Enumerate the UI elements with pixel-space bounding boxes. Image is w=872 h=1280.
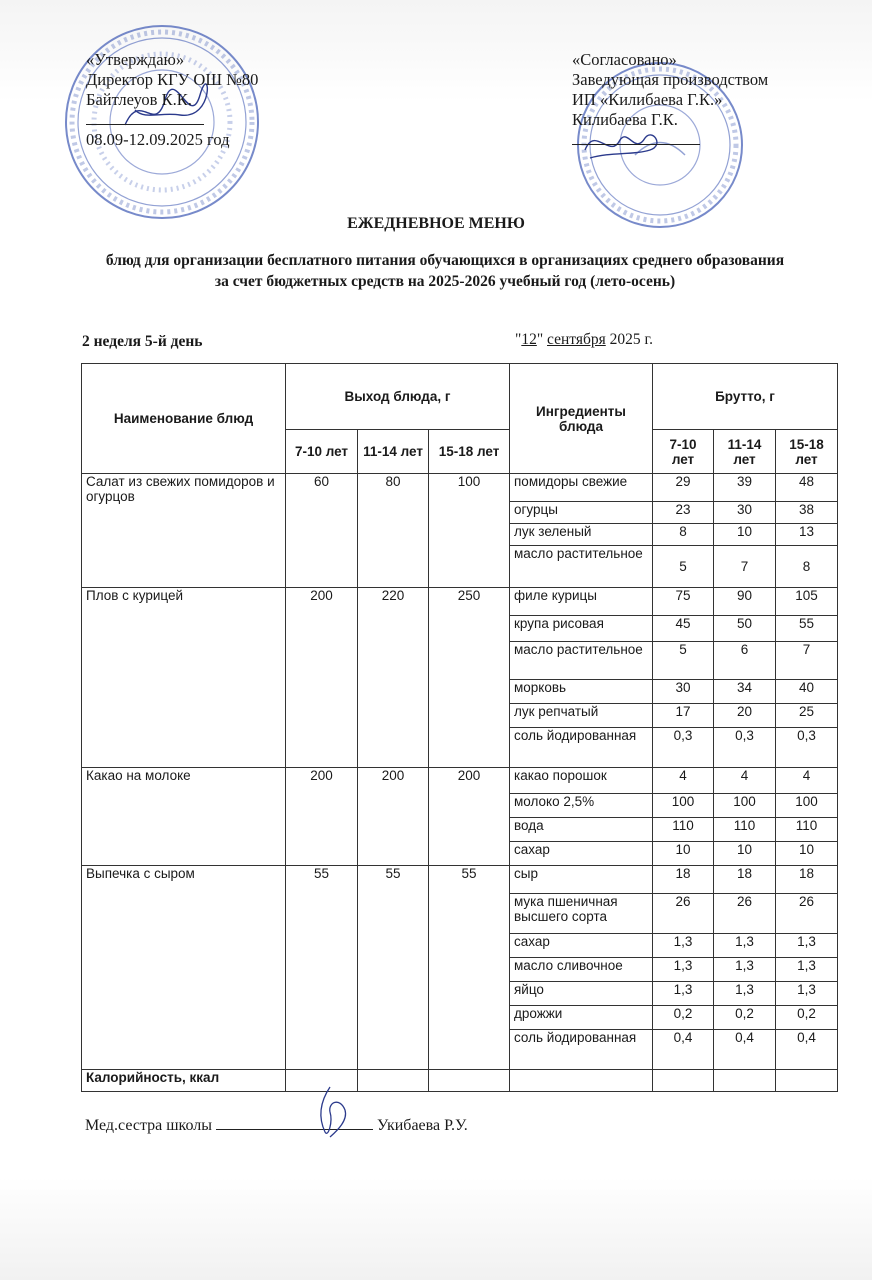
gross-15-18: 7 [776,642,838,680]
week-day-label: 2 неделя 5-й день [82,333,203,350]
ingredient-name: вода [510,818,653,842]
gross-15-18: 38 [776,502,838,524]
gross-15-18: 26 [776,894,838,934]
manager-name: Килибаева Г.К. [572,110,678,129]
agreement-signature-line [572,130,700,145]
calorie-cell [429,1070,510,1092]
nurse-signature-block [85,1115,468,1135]
gross-11-14: 30 [714,502,776,524]
gross-7-10: 5 [653,642,714,680]
date-day: 12 [521,331,537,348]
header-gross-age-15-18: 15-18 лет [776,430,838,474]
dish-output-7-10: 60 [286,474,358,588]
ingredient-name: сахар [510,934,653,958]
ingredient-name: масло растительное [510,642,653,680]
date-month: сентября [547,331,606,348]
ingredient-name: мука пшеничная высшего сорта [510,894,653,934]
gross-15-18: 0,4 [776,1030,838,1070]
header-output-age-11-14: 11-14 лет [358,430,429,474]
gross-15-18: 1,3 [776,982,838,1006]
gross-15-18: 1,3 [776,934,838,958]
calorie-cell [714,1070,776,1092]
gross-7-10: 23 [653,502,714,524]
gross-15-18: 1,3 [776,958,838,982]
director-title: Директор КГУ ОШ №80 [86,70,259,89]
gross-15-18: 4 [776,768,838,794]
ingredient-name: соль йодированная [510,728,653,768]
gross-7-10: 18 [653,866,714,894]
dish-name: Плов с курицей [82,588,286,768]
gross-15-18: 110 [776,818,838,842]
calorie-cell [358,1070,429,1092]
dish-output-11-14: 220 [358,588,429,768]
ingredient-name: яйцо [510,982,653,1006]
dish-name: Какао на молоке [82,768,286,866]
gross-11-14: 1,3 [714,958,776,982]
gross-11-14: 10 [714,524,776,546]
calorie-cell [776,1070,838,1092]
gross-15-18: 25 [776,704,838,728]
gross-11-14: 7 [714,546,776,588]
gross-7-10: 100 [653,794,714,818]
dish-output-15-18: 100 [429,474,510,588]
gross-15-18: 48 [776,474,838,502]
dish-output-11-14: 200 [358,768,429,866]
gross-15-18: 100 [776,794,838,818]
ingredient-name: лук зеленый [510,524,653,546]
gross-7-10: 0,4 [653,1030,714,1070]
menu-table [81,363,838,1092]
approval-block [86,50,258,150]
gross-11-14: 0,4 [714,1030,776,1070]
nurse-name: Укибаева Р.У. [377,1117,468,1134]
gross-11-14: 90 [714,588,776,616]
dish-name: Выпечка с сыром [82,866,286,1070]
ingredient-name: филе курицы [510,588,653,616]
gross-7-10: 30 [653,680,714,704]
agreement-block [572,50,768,150]
gross-7-10: 26 [653,894,714,934]
gross-11-14: 0,2 [714,1006,776,1030]
gross-11-14: 18 [714,866,776,894]
ingredient-name: сахар [510,842,653,866]
calorie-row [82,1070,838,1092]
gross-11-14: 1,3 [714,982,776,1006]
gross-11-14: 100 [714,794,776,818]
gross-7-10: 29 [653,474,714,502]
table-row [82,474,838,502]
gross-15-18: 0,3 [776,728,838,768]
ingredient-name: масло растительное [510,546,653,588]
gross-15-18: 18 [776,866,838,894]
header-gross-age-7-10: 7-10 лет [653,430,714,474]
gross-11-14: 110 [714,818,776,842]
header-output-age-7-10: 7-10 лет [286,430,358,474]
calorie-cell [653,1070,714,1092]
gross-7-10: 1,3 [653,934,714,958]
gross-11-14: 4 [714,768,776,794]
approval-title: «Утверждаю» [86,50,185,69]
dish-output-11-14: 80 [358,474,429,588]
ingredient-name: соль йодированная [510,1030,653,1070]
gross-11-14: 26 [714,894,776,934]
table-row [82,768,838,794]
ingredient-name: помидоры свежие [510,474,653,502]
dish-output-15-18: 250 [429,588,510,768]
agreement-title: «Согласовано» [572,50,677,69]
approval-dates: 08.09-12.09.2025 год [86,130,230,149]
gross-11-14: 0,3 [714,728,776,768]
header-output-age-15-18: 15-18 лет [429,430,510,474]
header-dish-name: Наименование блюд [82,364,286,474]
gross-15-18: 13 [776,524,838,546]
nurse-label: Мед.сестра школы [85,1117,213,1134]
gross-15-18: 8 [776,546,838,588]
gross-7-10: 0,3 [653,728,714,768]
ingredient-name: огурцы [510,502,653,524]
menu-body [82,474,838,1092]
gross-11-14: 20 [714,704,776,728]
dish-output-11-14: 55 [358,866,429,1070]
ingredient-name: сыр [510,866,653,894]
gross-7-10: 75 [653,588,714,616]
gross-7-10: 110 [653,818,714,842]
dish-name: Салат из свежих помидоров и огурцов [82,474,286,588]
gross-7-10: 0,2 [653,1006,714,1030]
gross-11-14: 10 [714,842,776,866]
nurse-signature [300,1082,360,1147]
calorie-label: Калорийность, ккал [82,1070,286,1092]
header-ingredients: Ингредиенты блюда [510,364,653,474]
gross-7-10: 1,3 [653,982,714,1006]
gross-11-14: 1,3 [714,934,776,958]
manager-position: Заведующая производством [572,70,769,89]
document-subtitle: блюд для организации бесплатного питания обучающихся в организациях среднего образования за счет бюджетных средств на 2025-2026 учебный год (лето-осень) [105,252,785,290]
gross-7-10: 4 [653,768,714,794]
table-row [82,588,838,616]
company-name: ИП «Килибаева Г.К.» [572,90,723,109]
ingredient-name: морковь [510,680,653,704]
dish-output-7-10: 200 [286,768,358,866]
gross-7-10: 10 [653,842,714,866]
calorie-cell [510,1070,653,1092]
gross-15-18: 0,2 [776,1006,838,1030]
dish-output-7-10: 200 [286,588,358,768]
gross-15-18: 40 [776,680,838,704]
header-gross: Брутто, г [653,364,838,430]
dish-output-15-18: 55 [429,866,510,1070]
header-gross-age-11-14: 11-14 лет [714,430,776,474]
gross-7-10: 8 [653,524,714,546]
header-output: Выход блюда, г [286,364,510,430]
dish-output-15-18: 200 [429,768,510,866]
gross-7-10: 1,3 [653,958,714,982]
ingredient-name: молоко 2,5% [510,794,653,818]
signature-line [86,110,204,125]
gross-11-14: 34 [714,680,776,704]
ingredient-name: лук репчатый [510,704,653,728]
document-title: ЕЖЕДНЕВНОЕ МЕНЮ [347,215,525,232]
gross-7-10: 45 [653,616,714,642]
dish-output-7-10: 55 [286,866,358,1070]
gross-15-18: 105 [776,588,838,616]
table-row [82,866,838,894]
gross-7-10: 17 [653,704,714,728]
gross-15-18: 55 [776,616,838,642]
ingredient-name: масло сливочное [510,958,653,982]
gross-11-14: 50 [714,616,776,642]
gross-15-18: 10 [776,842,838,866]
director-name: Байтлеуов К.К. [86,90,192,109]
ingredient-name: дрожжи [510,1006,653,1030]
gross-11-14: 6 [714,642,776,680]
gross-7-10: 5 [653,546,714,588]
menu-date: "12" сентября 2025 г. [515,331,653,348]
ingredient-name: какао порошок [510,768,653,794]
ingredient-name: крупа рисовая [510,616,653,642]
gross-11-14: 39 [714,474,776,502]
